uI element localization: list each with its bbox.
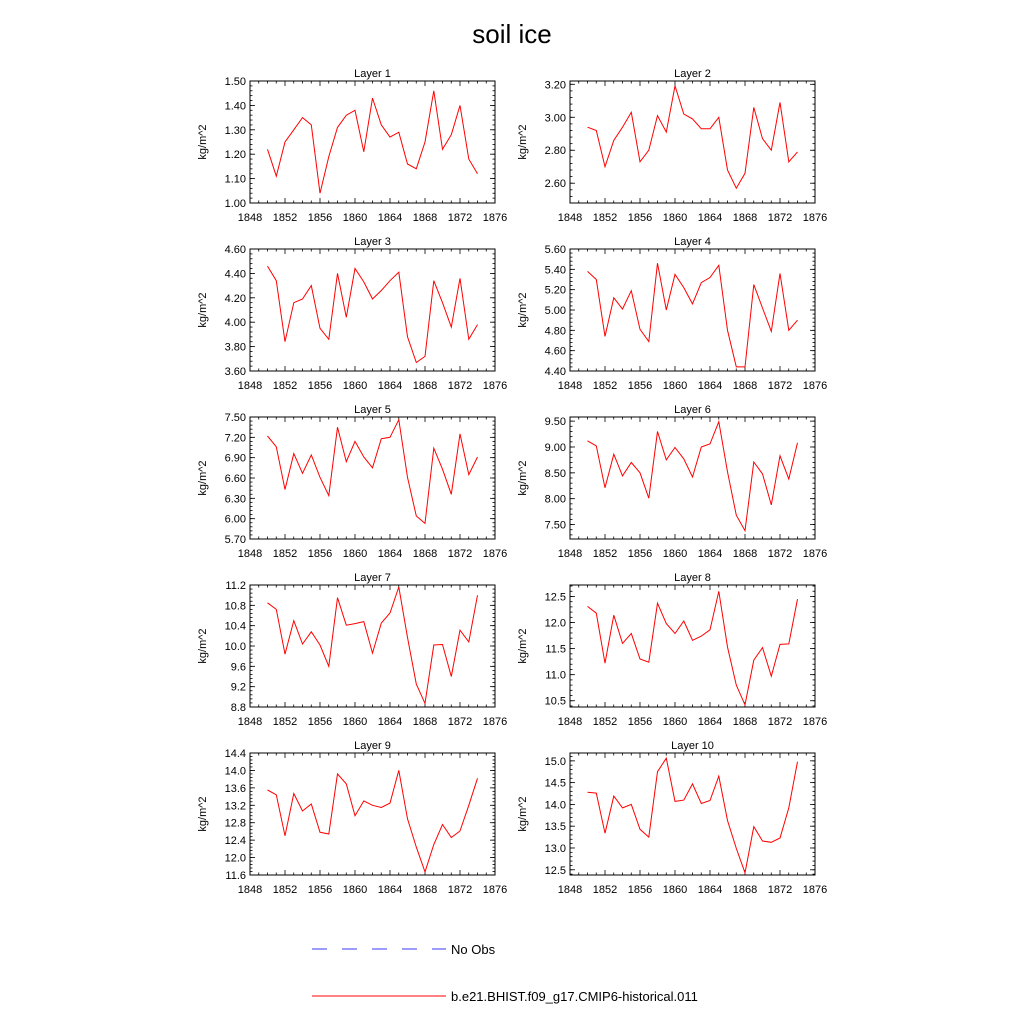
y-tick-label: 2.80 (544, 145, 566, 158)
y-axis-label: kg/m^2 (517, 796, 529, 832)
x-tick-label: 1856 (627, 212, 653, 224)
x-tick-label: 1856 (627, 380, 653, 392)
y-tick-label: 12.5 (544, 591, 566, 604)
y-tick-label: 3.20 (544, 79, 566, 92)
x-tick-label: 1868 (412, 212, 438, 224)
x-tick-label: 1872 (447, 212, 473, 224)
x-tick-label: 1876 (802, 716, 828, 728)
panel-title: Layer 6 (674, 404, 711, 416)
y-tick-label: 9.6 (230, 661, 246, 674)
x-tick-label: 1872 (447, 548, 473, 560)
y-tick-label: 1.00 (224, 198, 246, 210)
x-tick-label: 1860 (342, 548, 368, 560)
panel-layer-9 (197, 740, 507, 896)
y-axis-label: kg/m^2 (517, 292, 529, 328)
y-tick-label: 10.8 (224, 600, 246, 613)
x-tick-label: 1856 (627, 548, 653, 560)
series-line (588, 591, 798, 705)
y-tick-label: 7.20 (224, 432, 246, 445)
x-tick-label: 1860 (342, 884, 368, 896)
y-tick-label: 13.5 (544, 821, 566, 834)
y-tick-label: 9.00 (544, 441, 566, 454)
x-tick-label: 1864 (697, 884, 723, 896)
y-axis-label: kg/m^2 (197, 292, 209, 328)
x-tick-label: 1856 (307, 884, 333, 896)
x-tick-label: 1868 (412, 548, 438, 560)
panel-layer-2 (517, 68, 827, 224)
x-tick-label: 1876 (802, 884, 828, 896)
x-tick-label: 1848 (557, 548, 583, 560)
x-tick-label: 1860 (662, 884, 688, 896)
x-tick-label: 1856 (307, 212, 333, 224)
x-tick-label: 1860 (342, 380, 368, 392)
x-tick-label: 1852 (272, 884, 298, 896)
panel-layer-3 (197, 236, 507, 392)
x-tick-label: 1864 (377, 380, 403, 392)
x-tick-label: 1852 (592, 212, 618, 224)
panel-title: Layer 10 (671, 740, 714, 752)
x-tick-label: 1872 (767, 716, 793, 728)
y-axis-label: kg/m^2 (197, 124, 209, 160)
x-tick-label: 1852 (272, 716, 298, 728)
x-tick-label: 1868 (412, 380, 438, 392)
y-tick-label: 8.00 (544, 493, 566, 506)
series-line (268, 266, 478, 362)
y-tick-label: 3.80 (224, 341, 246, 354)
x-tick-label: 1864 (697, 716, 723, 728)
y-tick-label: 12.5 (544, 864, 566, 877)
y-tick-label: 1.40 (224, 100, 246, 113)
y-axis-label: kg/m^2 (197, 796, 209, 832)
x-tick-label: 1848 (237, 380, 263, 392)
x-tick-label: 1872 (447, 380, 473, 392)
y-tick-label: 4.40 (224, 268, 246, 281)
y-tick-label: 5.20 (544, 284, 566, 297)
y-tick-label: 4.60 (544, 345, 566, 358)
x-tick-label: 1856 (307, 716, 333, 728)
legend-entry-model (312, 989, 698, 1004)
x-tick-label: 1864 (697, 548, 723, 560)
x-tick-label: 1852 (592, 380, 618, 392)
y-tick-label: 6.90 (224, 452, 246, 465)
chart-panels (197, 68, 827, 896)
y-tick-label: 4.80 (544, 325, 566, 338)
panel-title: Layer 5 (354, 404, 391, 416)
plot-frame (570, 249, 815, 371)
series-line (268, 91, 478, 193)
x-tick-label: 1852 (592, 716, 618, 728)
series-line (588, 422, 798, 531)
series-line (588, 86, 798, 188)
y-tick-label: 5.70 (224, 534, 246, 546)
panel-layer-7 (197, 572, 507, 728)
y-tick-label: 4.00 (224, 317, 246, 330)
x-tick-label: 1876 (482, 380, 508, 392)
y-tick-label: 7.50 (224, 412, 246, 424)
series-line (268, 587, 478, 703)
x-tick-label: 1876 (802, 380, 828, 392)
x-tick-label: 1848 (557, 884, 583, 896)
x-tick-label: 1868 (732, 212, 758, 224)
x-tick-label: 1876 (482, 212, 508, 224)
y-axis-label: kg/m^2 (517, 460, 529, 496)
plot-frame (570, 585, 815, 707)
x-tick-label: 1864 (377, 884, 403, 896)
y-tick-label: 10.0 (224, 641, 246, 653)
x-tick-label: 1864 (697, 380, 723, 392)
x-tick-label: 1848 (237, 884, 263, 896)
y-tick-label: 11.2 (225, 580, 246, 592)
x-tick-label: 1848 (557, 716, 583, 728)
y-tick-label: 8.8 (230, 702, 246, 714)
x-tick-label: 1856 (627, 884, 653, 896)
legend-label-model: b.e21.BHIST.f09_g17.CMIP6-historical.011 (451, 989, 698, 1004)
x-tick-label: 1860 (662, 212, 688, 224)
x-tick-label: 1860 (342, 212, 368, 224)
x-tick-label: 1872 (767, 380, 793, 392)
x-tick-label: 1868 (732, 380, 758, 392)
y-tick-label: 12.0 (544, 617, 566, 630)
y-tick-label: 4.40 (544, 366, 566, 378)
panel-title: Layer 9 (354, 740, 391, 752)
x-tick-label: 1868 (412, 884, 438, 896)
series-line (588, 758, 798, 873)
y-tick-label: 11.5 (545, 643, 566, 656)
plot-frame (250, 249, 495, 371)
x-tick-label: 1856 (307, 380, 333, 392)
panel-title: Layer 7 (354, 572, 391, 584)
panel-title: Layer 8 (674, 572, 711, 584)
y-tick-label: 12.0 (224, 852, 246, 865)
x-tick-label: 1872 (767, 548, 793, 560)
x-tick-label: 1848 (557, 212, 583, 224)
x-tick-label: 1860 (662, 380, 688, 392)
panel-layer-10 (517, 740, 827, 896)
plot-frame (250, 753, 495, 875)
x-tick-label: 1868 (732, 716, 758, 728)
panel-layer-6 (517, 404, 827, 560)
y-tick-label: 3.00 (544, 112, 566, 125)
y-tick-label: 14.4 (224, 748, 246, 760)
y-tick-label: 5.40 (544, 264, 566, 277)
y-tick-label: 3.60 (224, 366, 246, 378)
plot-frame (570, 753, 815, 875)
x-tick-label: 1876 (802, 212, 828, 224)
x-tick-label: 1876 (802, 548, 828, 560)
panel-layer-1 (197, 68, 507, 224)
x-tick-label: 1852 (592, 884, 618, 896)
y-tick-label: 4.20 (224, 292, 246, 305)
y-tick-label: 5.60 (544, 244, 566, 256)
y-tick-label: 9.50 (544, 416, 566, 429)
y-tick-label: 12.8 (224, 817, 246, 830)
x-tick-label: 1848 (557, 380, 583, 392)
panel-layer-4 (517, 236, 827, 392)
y-tick-label: 13.0 (544, 842, 566, 855)
legend-entry-no-obs (312, 942, 496, 957)
x-tick-label: 1872 (447, 884, 473, 896)
x-tick-label: 1876 (482, 548, 508, 560)
y-tick-label: 6.30 (224, 493, 246, 506)
x-tick-label: 1872 (767, 212, 793, 224)
y-tick-label: 5.00 (544, 305, 566, 317)
x-tick-label: 1872 (767, 884, 793, 896)
y-tick-label: 14.0 (224, 765, 246, 778)
x-tick-label: 1848 (237, 548, 263, 560)
y-tick-label: 1.20 (224, 149, 246, 162)
x-tick-label: 1868 (412, 716, 438, 728)
plot-frame (570, 81, 815, 203)
y-tick-label: 10.5 (544, 695, 566, 708)
x-tick-label: 1852 (272, 380, 298, 392)
legend (312, 942, 698, 1004)
x-tick-label: 1868 (732, 884, 758, 896)
x-tick-label: 1848 (237, 212, 263, 224)
x-tick-label: 1860 (662, 548, 688, 560)
panel-title: Layer 2 (674, 68, 711, 80)
x-tick-label: 1864 (377, 212, 403, 224)
y-tick-label: 8.50 (544, 467, 566, 480)
y-tick-label: 6.00 (224, 513, 246, 526)
y-axis-label: kg/m^2 (517, 124, 529, 160)
x-tick-label: 1872 (447, 716, 473, 728)
y-tick-label: 14.5 (544, 777, 566, 790)
panel-title: Layer 4 (674, 236, 711, 248)
x-tick-label: 1876 (482, 884, 508, 896)
panel-layer-5 (197, 404, 507, 560)
y-tick-label: 15.0 (544, 755, 566, 768)
x-tick-label: 1860 (342, 716, 368, 728)
x-tick-label: 1856 (627, 716, 653, 728)
y-tick-label: 4.60 (224, 244, 246, 256)
series-line (588, 263, 798, 367)
y-axis-label: kg/m^2 (517, 628, 529, 664)
y-tick-label: 13.6 (224, 782, 246, 795)
series-line (268, 770, 478, 872)
y-tick-label: 12.4 (224, 835, 246, 848)
y-tick-label: 1.50 (224, 76, 246, 88)
figure-title: soil ice (472, 19, 552, 49)
panel-layer-8 (517, 572, 827, 728)
y-axis-label: kg/m^2 (197, 460, 209, 496)
y-tick-label: 9.2 (230, 681, 246, 694)
y-tick-label: 11.0 (545, 669, 566, 682)
x-tick-label: 1852 (272, 548, 298, 560)
y-tick-label: 1.30 (224, 124, 246, 137)
legend-label-no-obs: No Obs (451, 942, 496, 957)
plot-frame (250, 417, 495, 539)
y-tick-label: 11.6 (225, 870, 246, 882)
y-tick-label: 10.4 (224, 620, 246, 633)
panel-title: Layer 3 (354, 236, 391, 248)
y-tick-label: 2.60 (544, 178, 566, 191)
y-tick-label: 13.2 (224, 800, 246, 813)
x-tick-label: 1848 (237, 716, 263, 728)
x-tick-label: 1860 (662, 716, 688, 728)
x-tick-label: 1856 (307, 548, 333, 560)
y-axis-label: kg/m^2 (197, 628, 209, 664)
x-tick-label: 1864 (377, 716, 403, 728)
x-tick-label: 1868 (732, 548, 758, 560)
series-line (268, 420, 478, 524)
x-tick-label: 1876 (482, 716, 508, 728)
y-tick-label: 7.50 (544, 519, 566, 532)
x-tick-label: 1852 (592, 548, 618, 560)
x-tick-label: 1852 (272, 212, 298, 224)
y-tick-label: 6.60 (224, 473, 246, 485)
x-tick-label: 1864 (697, 212, 723, 224)
x-tick-label: 1864 (377, 548, 403, 560)
panel-title: Layer 1 (354, 68, 391, 80)
y-tick-label: 1.10 (224, 173, 246, 186)
y-tick-label: 14.0 (544, 799, 566, 812)
